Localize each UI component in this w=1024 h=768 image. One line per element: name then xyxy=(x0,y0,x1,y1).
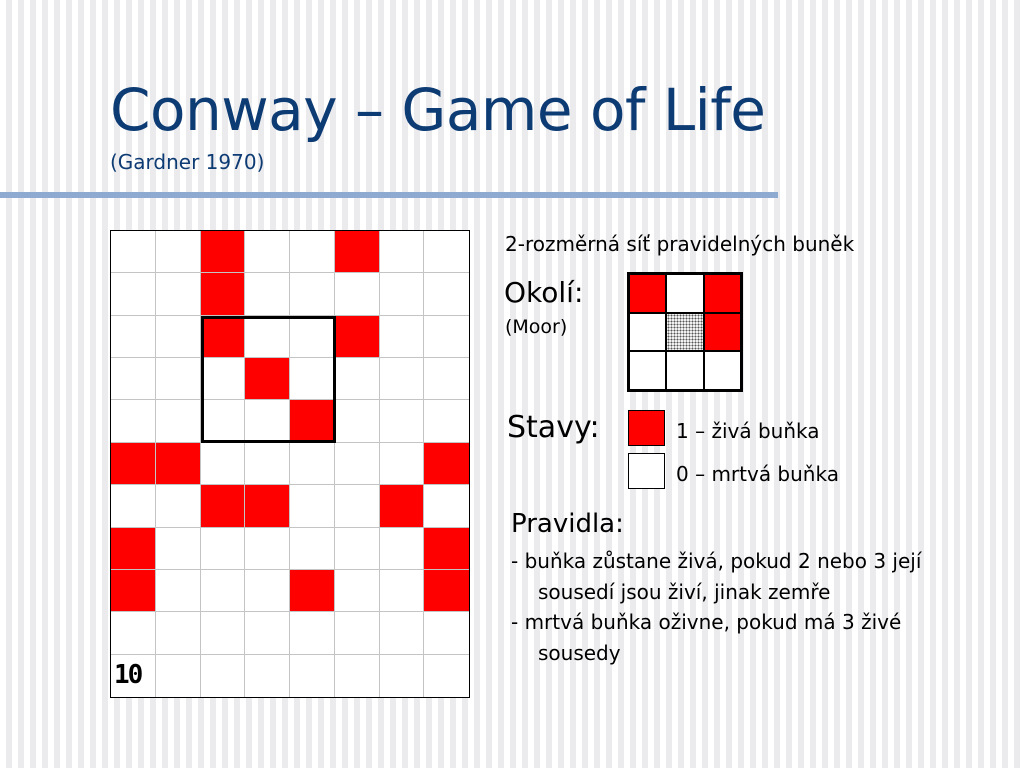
grid-cell-alive xyxy=(245,358,290,400)
grid-cell-alive xyxy=(156,443,201,485)
grid-cell-dead xyxy=(335,655,380,697)
neighborhood-label: Okolí: xyxy=(504,276,584,309)
grid-cell-dead xyxy=(201,443,246,485)
grid-cell-alive xyxy=(424,528,469,570)
grid-cell-dead xyxy=(335,443,380,485)
rule-birth: - mrtvá buňka oživne, pokud má 3 živé sousedy xyxy=(511,610,902,665)
grid-cell-dead xyxy=(156,231,201,273)
grid-cell-dead xyxy=(111,231,156,273)
grid-cell-dead xyxy=(424,358,469,400)
grid-cell-dead xyxy=(111,358,156,400)
alive-state-text: 1 – živá buňka xyxy=(676,419,820,443)
grid-cell-dead xyxy=(156,612,201,654)
grid-cell-dead xyxy=(380,655,425,697)
grid-cell-dead xyxy=(290,358,335,400)
life-grid xyxy=(110,230,470,698)
grid-cell-dead xyxy=(380,316,425,358)
grid-cell-alive xyxy=(111,528,156,570)
grid-cell-alive xyxy=(111,570,156,612)
grid-cell-dead xyxy=(156,528,201,570)
grid-cell-alive xyxy=(201,231,246,273)
grid-cell-dead xyxy=(245,655,290,697)
slide-subtitle: (Gardner 1970) xyxy=(110,150,265,174)
moore-neighbor-cell xyxy=(630,275,665,312)
grid-cell-dead xyxy=(335,358,380,400)
grid-cell-dead xyxy=(380,528,425,570)
slide-title: Conway – Game of Life xyxy=(110,76,766,144)
grid-cell-dead xyxy=(424,316,469,358)
grid-cell-dead xyxy=(201,528,246,570)
grid-cell-dead xyxy=(335,570,380,612)
grid-cell-dead xyxy=(335,400,380,442)
grid-cell-dead xyxy=(156,358,201,400)
grid-cell-dead xyxy=(424,655,469,697)
moore-neighborhood-diagram xyxy=(627,272,743,392)
grid-cell-dead xyxy=(201,612,246,654)
grid-cell-alive xyxy=(424,570,469,612)
grid-cell-alive xyxy=(201,316,246,358)
grid-cell-alive xyxy=(290,570,335,612)
neighborhood-type: (Moor) xyxy=(505,316,568,338)
grid-cell-dead xyxy=(290,231,335,273)
grid-cell-dead xyxy=(380,273,425,315)
grid-cell-dead xyxy=(156,400,201,442)
title-divider xyxy=(0,192,778,198)
grid-cell-dead xyxy=(201,570,246,612)
grid-cell-dead xyxy=(245,316,290,358)
grid-cell-dead xyxy=(290,528,335,570)
moore-neighbor-cell xyxy=(705,275,740,312)
grid-cell-dead xyxy=(111,316,156,358)
grid-cell-dead xyxy=(156,485,201,527)
grid-cell-dead xyxy=(335,485,380,527)
grid-cell-dead xyxy=(424,612,469,654)
grid-cell-dead xyxy=(424,273,469,315)
grid-cell-dead xyxy=(424,400,469,442)
states-label: Stavy: xyxy=(507,410,600,445)
moore-center-cell xyxy=(667,314,702,351)
grid-cell-dead xyxy=(201,358,246,400)
alive-state-swatch xyxy=(628,410,665,446)
grid-cell-dead xyxy=(245,612,290,654)
grid-cell-alive xyxy=(201,273,246,315)
moore-neighbor-cell xyxy=(630,314,665,351)
lattice-description: 2-rozměrná síť pravidelných buněk xyxy=(505,232,855,256)
grid-cell-dead xyxy=(245,528,290,570)
grid-cell-dead xyxy=(290,655,335,697)
moore-neighbor-cell xyxy=(705,314,740,351)
grid-cell-dead xyxy=(290,273,335,315)
grid-cell-dead xyxy=(335,273,380,315)
grid-cell-dead xyxy=(111,273,156,315)
grid-cell-alive xyxy=(424,443,469,485)
rules-title: Pravidla: xyxy=(511,509,624,539)
grid-cell-alive xyxy=(335,231,380,273)
grid-cell-dead xyxy=(245,443,290,485)
moore-neighbor-cell xyxy=(705,352,740,389)
grid-cell-dead xyxy=(111,400,156,442)
grid-cell-dead xyxy=(290,612,335,654)
grid-cell-alive xyxy=(290,400,335,442)
grid-cell-dead xyxy=(111,485,156,527)
grid-cell-dead xyxy=(156,273,201,315)
rule-survival: - buňka zůstane živá, pokud 2 nebo 3 její sousedí jsou živí, jinak zemře xyxy=(511,549,922,604)
moore-neighbor-cell xyxy=(667,352,702,389)
grid-cell-alive xyxy=(380,485,425,527)
grid-cell-dead xyxy=(156,655,201,697)
grid-cell-dead xyxy=(380,612,425,654)
moore-neighbor-cell xyxy=(630,352,665,389)
rules-list xyxy=(511,546,961,668)
grid-cell-dead xyxy=(290,443,335,485)
grid-cell-dead xyxy=(335,612,380,654)
dead-state-swatch xyxy=(628,453,665,489)
generation-label: 10 xyxy=(114,660,142,690)
grid-cell-dead xyxy=(201,400,246,442)
grid-cell-dead xyxy=(156,570,201,612)
grid-cell-dead xyxy=(424,485,469,527)
grid-cell-dead xyxy=(380,400,425,442)
grid-cell-dead xyxy=(380,570,425,612)
grid-cell-alive xyxy=(201,485,246,527)
grid-cell-dead xyxy=(380,443,425,485)
grid-cell-dead xyxy=(335,528,380,570)
moore-neighbor-cell xyxy=(667,275,702,312)
grid-cell-alive xyxy=(245,485,290,527)
grid-cell-dead xyxy=(424,231,469,273)
grid-cell-alive xyxy=(111,443,156,485)
dead-state-text: 0 – mrtvá buňka xyxy=(676,462,839,486)
grid-cell-dead xyxy=(245,400,290,442)
grid-cell-dead xyxy=(290,316,335,358)
grid-cell-dead xyxy=(380,231,425,273)
grid-cell-dead xyxy=(380,358,425,400)
grid-cell-dead xyxy=(156,316,201,358)
grid-cell-dead xyxy=(245,570,290,612)
grid-cell-dead xyxy=(245,273,290,315)
grid-cell-dead xyxy=(201,655,246,697)
grid-cell-alive xyxy=(335,316,380,358)
grid-cell-dead xyxy=(290,485,335,527)
grid-cell-dead xyxy=(245,231,290,273)
grid-cell-dead xyxy=(111,612,156,654)
